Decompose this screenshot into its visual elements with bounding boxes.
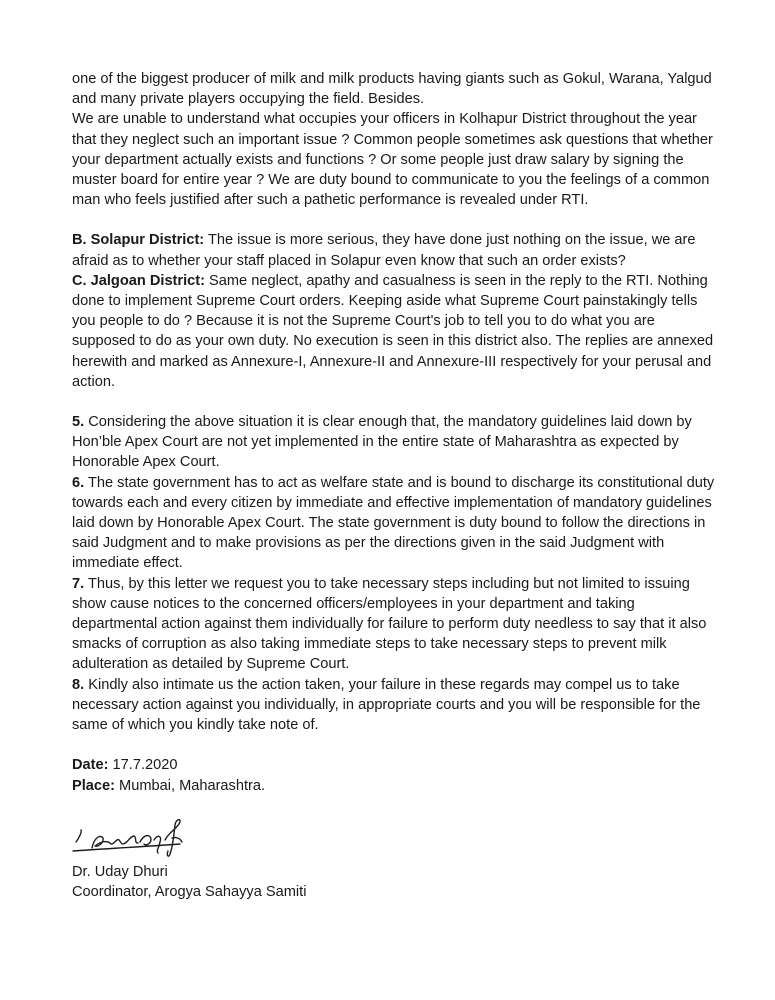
district-label: B. Solapur District: bbox=[72, 232, 205, 249]
point-8 bbox=[72, 675, 715, 736]
district-solapur bbox=[72, 230, 715, 270]
point-text: Thus, by this letter we request you to take necessary steps including but not limited to issuing show cause notices to the concerned officers/employees in your department and taking departmental action against them individually for failure to perform duty needless to say that it also smacks of corruption as also taking immediate steps to take necessary steps to prevent milk adulteration as detailed by Supreme Court. bbox=[72, 575, 707, 673]
point-number: 8. bbox=[72, 676, 85, 693]
district-jalgoan bbox=[72, 271, 715, 392]
districts-section bbox=[72, 230, 715, 392]
point-text: The state government has to act as welfare state and is bound to discharge its constitutional duty towards each and every citizen by immediate and effective implementation of mandatory guidelines laid down by Honorable Apex Court. The state government is duty bound to follow the directions in said Judgment and to make provisions as per the directions given in the said Judgment with immediate effect. bbox=[72, 474, 715, 572]
point-5 bbox=[72, 412, 715, 473]
point-7 bbox=[72, 574, 715, 675]
place-line bbox=[72, 776, 715, 796]
district-text: Same neglect, apathy and casualness is seen in the reply to the RTI. Nothing done to implement Supreme Court orders. Keeping aside what Supreme Court painstakingly tells you people to do ? Because it is not the Supreme Court's job to tell you to do what you are supposed to do as your own duty. No execution is seen in this district also. The replies are annexed herewith and marked as Annexure-I, Annexure-II and Annexure-III respectively for your perusal and action. bbox=[72, 272, 714, 390]
point-text: Kindly also intimate us the action taken, your failure in these regards may compel us to take necessary action against you individually, in appropriate courts and you will be responsible for the same of which you kindly take note of. bbox=[72, 676, 701, 734]
point-number: 7. bbox=[72, 575, 85, 592]
place-label: Place: bbox=[72, 777, 115, 794]
point-number: 5. bbox=[72, 414, 85, 431]
point-number: 6. bbox=[72, 474, 85, 491]
district-label: C. Jalgoan District: bbox=[72, 272, 205, 289]
date-label: Date: bbox=[72, 757, 109, 774]
district-text: The issue is more serious, they have done just nothing on the issue, we are afraid as to whether your staff placed in Solapur even know that such an order exists? bbox=[72, 232, 696, 269]
signature-image bbox=[70, 816, 220, 862]
signatory-name: Dr. Uday Dhuri bbox=[72, 863, 168, 880]
date-value: 17.7.2020 bbox=[108, 757, 178, 774]
point-6 bbox=[72, 473, 715, 574]
date-line bbox=[72, 755, 715, 775]
points-section bbox=[72, 412, 715, 735]
signatory-title: Coordinator, Arogya Sahayya Samiti bbox=[72, 883, 307, 900]
point-text: Considering the above situation it is clear enough that, the mandatory guidelines laid down by Hon’ble Apex Court are not yet implemented in the entire state of Maharashtra as expected by Honorable Apex Court. bbox=[72, 414, 692, 471]
place-value: Mumbai, Maharashtra. bbox=[115, 777, 266, 794]
intro-paragraph: one of the biggest producer of milk and milk products having giants such as Gokul, Warana, Yalgud and many private players occupying the field. Besides. bbox=[72, 71, 712, 108]
date-place-block bbox=[72, 755, 715, 795]
intro-paragraph: We are unable to understand what occupies your officers in Kolhapur District throughout the year that they neglect such an important issue ? Common people sometimes ask questions that whether your department actually exists and functions ? Or some people just draw salary by signing the muster board for entire year ? We are duty bound to communicate to you the feelings of a common man who feels justified after such a pathetic performance is revealed under RTI. bbox=[72, 111, 713, 209]
signatory-block bbox=[72, 862, 715, 902]
intro-section bbox=[72, 69, 715, 210]
